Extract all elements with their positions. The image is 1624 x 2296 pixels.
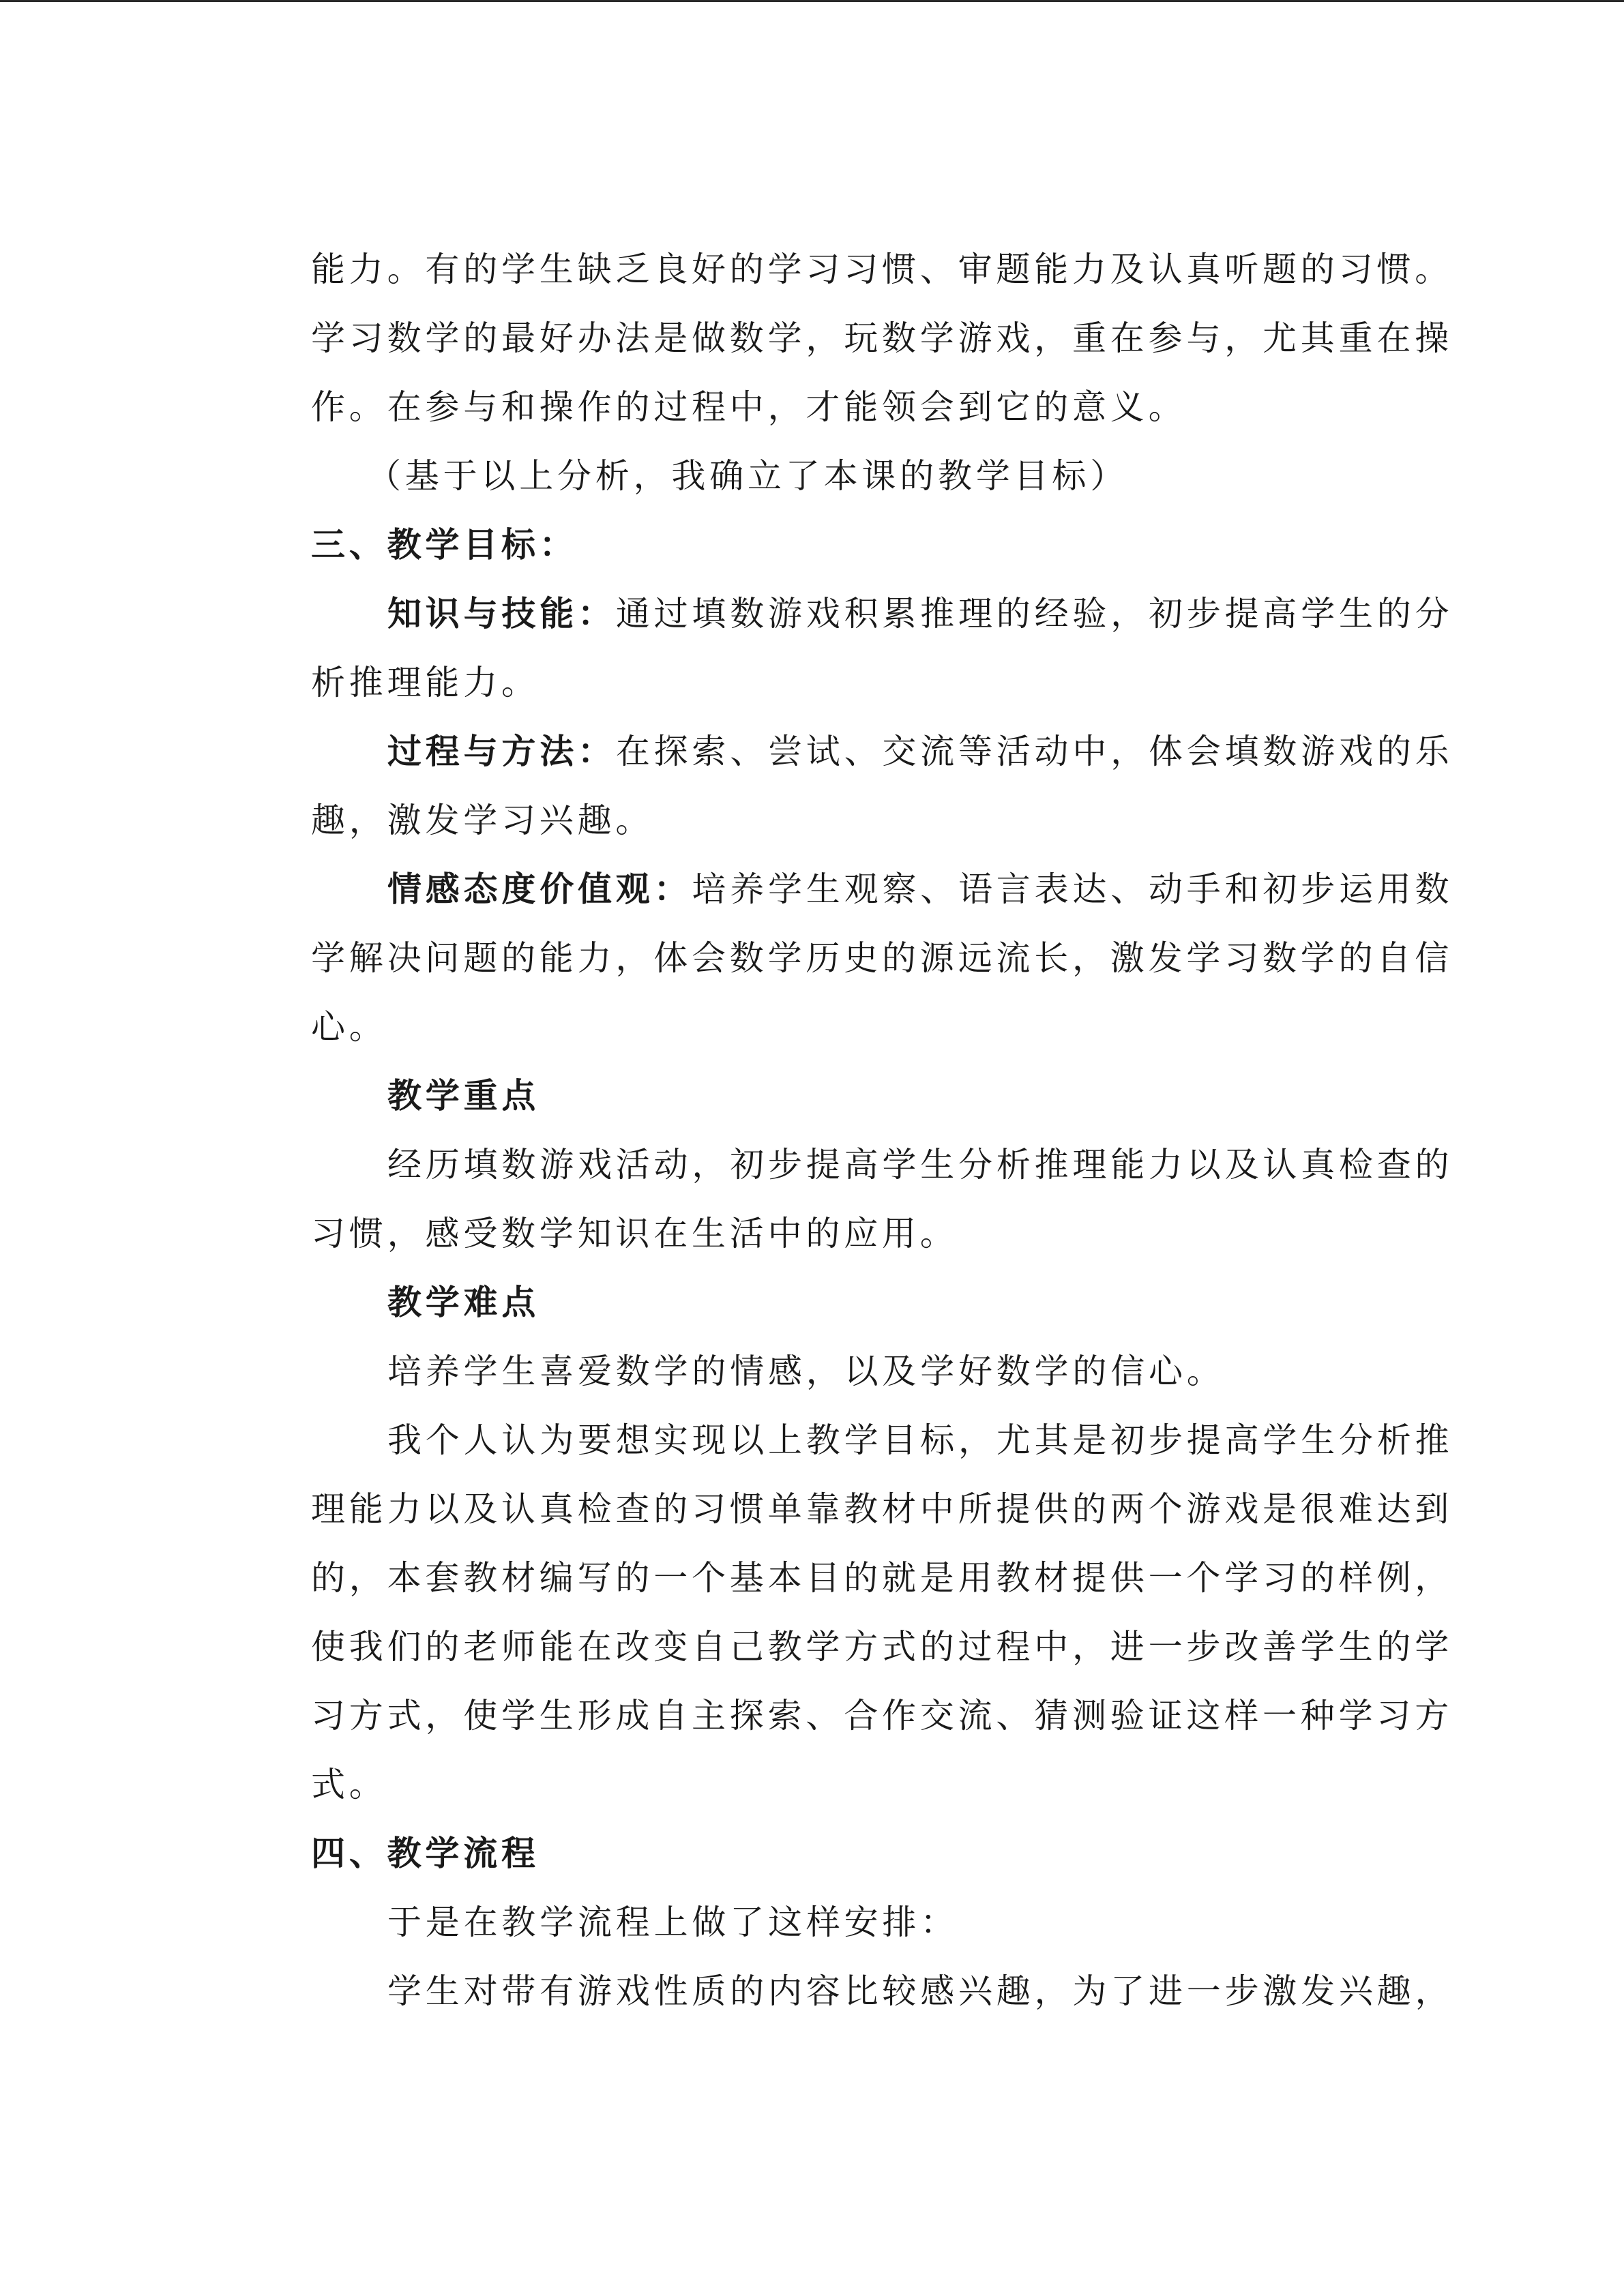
section-heading-objectives: 三、教学目标： (311, 525, 578, 565)
objective-process-line (311, 717, 1457, 786)
paragraph-line: 作。在参与和操作的过程中，才能领会到它的意义。 (311, 387, 1187, 427)
objective-label: 情感态度价值观： (387, 869, 692, 909)
subheading-key-points: 教学重点 (387, 1076, 540, 1116)
objective-text: 培养学生观察、语言表达、动手和初步运用数 (692, 869, 1453, 909)
subheading-difficult-points: 教学难点 (387, 1283, 540, 1322)
paragraph-line: 习方式，使学生形成自主探索、合作交流、猜测验证这样一种学习方 (311, 1696, 1453, 1735)
paragraph-line: 的，本套教材编写的一个基本目的就是用教材提供一个学习的样例， (311, 1558, 1453, 1598)
objective-label: 过程与方法： (387, 732, 616, 771)
paragraph-line: 式。 (311, 1765, 387, 1804)
objective-knowledge-line (311, 580, 1457, 648)
paragraph-line: 培养学生喜爱数学的情感，以及学好数学的信心。 (387, 1352, 1225, 1391)
objective-text: 在探索、尝试、交流等活动中，体会填数游戏的乐 (615, 732, 1453, 771)
paragraph-line: 学解决问题的能力，体会数学历史的源远流长，激发学习数学的自信 (311, 938, 1453, 978)
objective-emotion-line (311, 855, 1457, 924)
paragraph-line: 使我们的老师能在改变自己教学方式的过程中，进一步改善学生的学 (311, 1627, 1453, 1667)
objective-text: 通过填数游戏积累推理的经验，初步提高学生的分 (615, 594, 1453, 633)
section-heading-teaching-process: 四、教学流程 (311, 1834, 540, 1873)
paragraph-line: 心。 (311, 1007, 387, 1047)
paragraph-line: 能力。有的学生缺乏良好的学习习惯、审题能力及认真听题的习惯。 (311, 250, 1453, 289)
paragraph-line: 析推理能力。 (311, 663, 540, 702)
paragraph-line: 理能力以及认真检查的习惯单靠教材中所提供的两个游戏是很难达到 (311, 1489, 1453, 1529)
paragraph-line: 学习数学的最好办法是做数学，玩数学游戏，重在参与，尤其重在操 (311, 318, 1453, 358)
objective-label: 知识与技能： (387, 594, 616, 633)
paragraph-line: 习惯，感受数学知识在生活中的应用。 (311, 1214, 958, 1253)
paragraph-line: 于是在教学流程上做了这样安排： (387, 1903, 958, 1942)
paragraph-line: （基于以上分析，我确立了本课的教学目标） (367, 456, 1128, 496)
paragraph-line: 经历填数游戏活动，初步提高学生分析推理能力以及认真检查的 (387, 1145, 1453, 1184)
paragraph-line: 学生对带有游戏性质的内容比较感兴趣，为了进一步激发兴趣， (387, 1971, 1453, 2011)
document-page (311, 235, 1457, 2026)
page-top-border (0, 0, 1624, 2)
paragraph-line: 趣，激发学习兴趣。 (311, 801, 654, 840)
paragraph-line: 我个人认为要想实现以上教学目标，尤其是初步提高学生分析推 (387, 1420, 1453, 1460)
